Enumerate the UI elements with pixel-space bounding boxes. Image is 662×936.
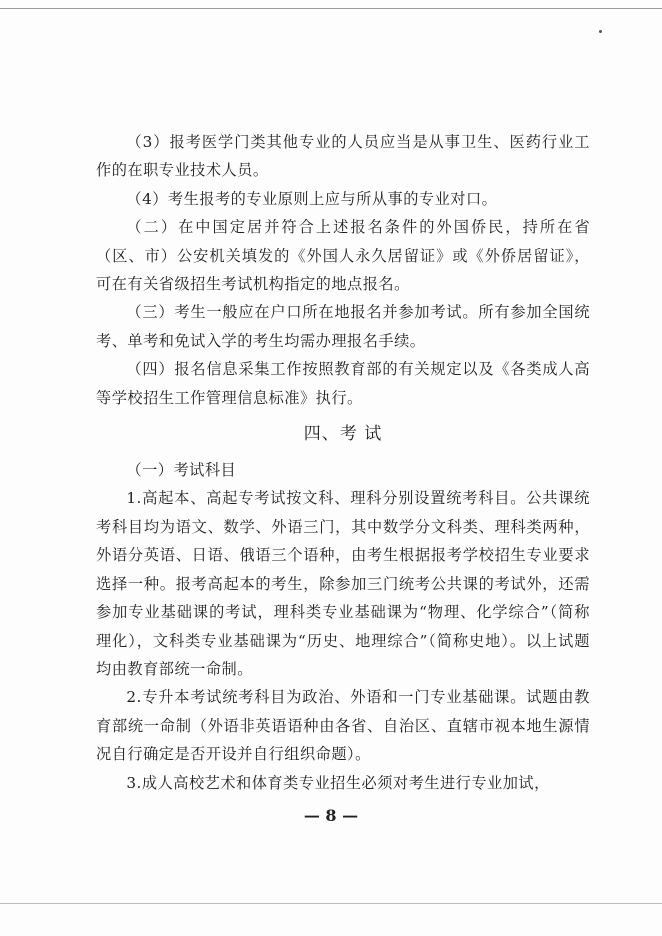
paragraph: 3.成人高校艺术和体育类专业招生必须对考生进行专业加试， — [126, 773, 550, 792]
paragraph: （三）考生一般应在户口所在地报名并参加考试。所有参加全国统考、单考和免试入学的考生均需办理报名手续。 — [96, 303, 590, 350]
paragraph: （四）报名信息采集工作按照教育部的有关规定以及《各类成人高等学校招生工作管理信息标准》执行。 — [96, 360, 590, 407]
paragraph: （3）报考医学门类其他专业的人员应当是从事卫生、医药行业工作的在职专业技术人员。 — [96, 133, 590, 180]
paragraph: （二）在中国定居并符合上述报名条件的外国侨民，持所在省（区、市）公安机关填发的《外国人永久居留证》或《外侨居留证》，可在有关省级招生考试机构指定的地点报名。 — [96, 218, 590, 294]
subsection-heading: （一）考试科目 — [126, 461, 237, 480]
paragraph: 2.专升本考试统考科目为政治、外语和一门专业基础课。试题由教育部统一命制（外语非英语语种由各省、自治区、直辖市视本地生源情况自行确定是否开设并自行组织命题）。 — [96, 688, 590, 764]
scan-edge-bottom — [0, 903, 662, 904]
scan-edge-top — [0, 8, 662, 9]
section-heading: 四、考 试 — [303, 424, 383, 445]
scan-speck — [599, 30, 602, 33]
paragraph: 1.高起本、高起专考试按文科、理科分别设置统考科目。公共课统考科目均为语文、数学、外语三门，其中数学分文科类、理科类两种，外语分英语、日语、俄语三个语种，由考生根据报考学校招生专业要求选择一种。报考高起本的考生，除参加三门统考公共课的考试外，还需参加专业基础课的考试，理科类专业基础课为“物理、化学综合”（简称理化），文科类专业基础课为“历史、地理综合”（简称史地）。以上试题均由教育部统一命制。 — [96, 489, 590, 678]
paragraph: （4）考生报考的专业原则上应与所从事的专业对口。 — [126, 189, 498, 208]
document-body — [96, 128, 590, 797]
page-number: — 8 — — [303, 806, 359, 825]
